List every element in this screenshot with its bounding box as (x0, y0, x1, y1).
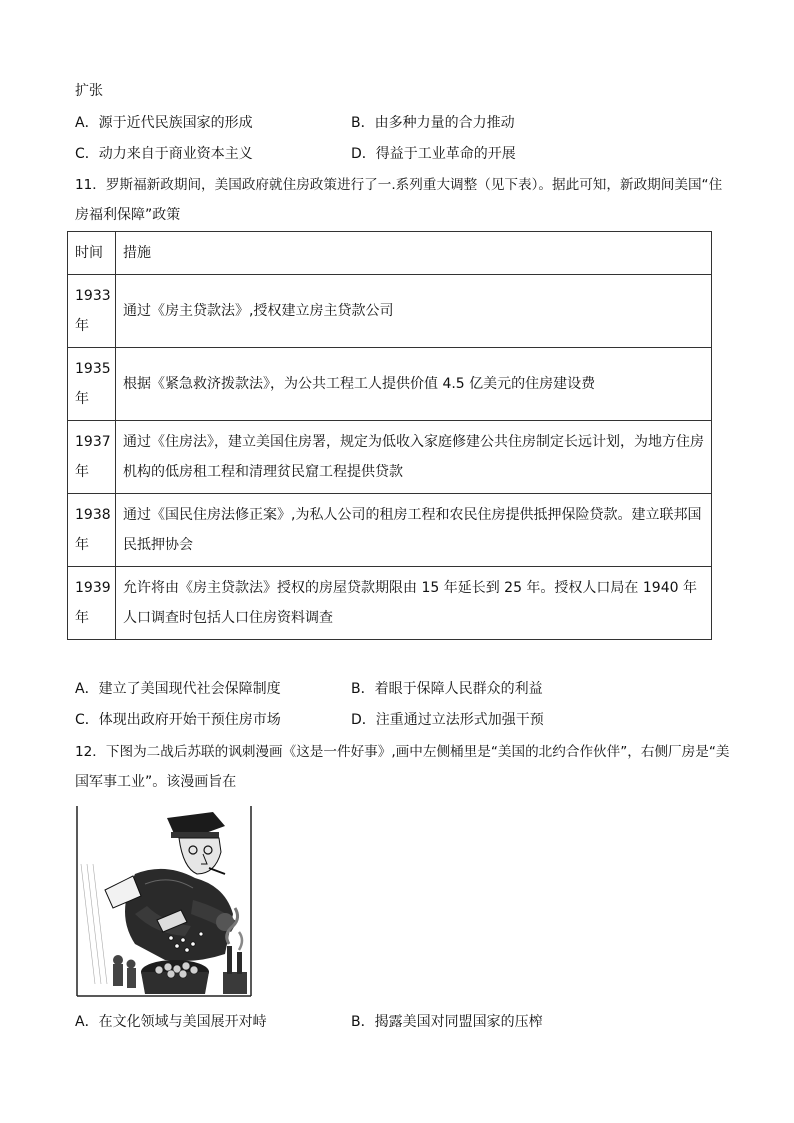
option-letter: A． (75, 1014, 99, 1030)
year-cell (68, 494, 116, 567)
option-text: 着眼于保障人民群众的利益 (374, 681, 543, 697)
option-text: 得益于工业革命的开展 (375, 146, 516, 162)
option-text: 源于近代民族国家的形成 (98, 115, 253, 131)
header-time: 时间 (68, 232, 116, 275)
measure-cell: 通过《房主贷款法》,授权建立房主贷款公司 (116, 275, 712, 348)
option-letter: C． (75, 146, 99, 162)
year-suffix: 年 (75, 464, 89, 480)
year-cell (68, 275, 116, 348)
option-text: 体现出政府开始干预住房市场 (98, 712, 281, 728)
option-letter: A． (75, 681, 99, 697)
prev-question-continuation: 扩张 (75, 83, 103, 99)
year-cell (68, 348, 116, 421)
year-suffix: 年 (75, 318, 89, 334)
option-letter: A． (75, 115, 99, 131)
q12-stem-line-2: 国军事工业”。该漫画旨在 (75, 774, 237, 790)
option-letter: B． (351, 115, 375, 131)
table-row (68, 567, 712, 640)
year: 1933 (75, 288, 111, 304)
year: 1937 (75, 434, 111, 450)
q11-option-d (351, 710, 544, 730)
q11-stem-line-1: 11．罗斯福新政期间，美国政府就住房政策进行了一.系列重大调整（见下表）。据此可知，新政期间美国“住 (75, 177, 723, 193)
table-row (68, 421, 712, 494)
option-text: 揭露美国对同盟国家的压榨 (374, 1014, 543, 1030)
year-suffix: 年 (75, 537, 89, 553)
prev-option-b (351, 113, 515, 133)
option-text: 动力来自于商业资本主义 (98, 146, 253, 162)
q12-option-a (75, 1012, 267, 1032)
year-cell (68, 421, 116, 494)
year: 1938 (75, 507, 111, 523)
year-suffix: 年 (75, 391, 89, 407)
q11-option-b (351, 679, 543, 699)
prev-option-c (75, 144, 253, 164)
q12-option-b (351, 1012, 543, 1032)
year: 1935 (75, 361, 111, 377)
year-cell (68, 567, 116, 640)
option-letter: D． (351, 146, 376, 162)
table-row (68, 348, 712, 421)
option-text: 注重通过立法形式加强干预 (375, 712, 544, 728)
option-text: 在文化领域与美国展开对峙 (98, 1014, 267, 1030)
measure-cell: 通过《住房法》，建立美国住房署，规定为低收入家庭修建公共住房制定长远计划，为地方住房机构的低房租工程和清理贫民窟工程提供贷款 (116, 421, 712, 494)
measure-cell: 允许将由《房主贷款法》授权的房屋贷款期限由 15 年延长到 25 年。授权人口局在 1940 年人口调查时包括人口住房资料调查 (116, 567, 712, 640)
q11-stem-line-2: 房福利保障”政策 (75, 207, 181, 223)
soviet-cartoon-image (75, 804, 253, 998)
option-text: 建立了美国现代社会保障制度 (98, 681, 281, 697)
prev-option-a (75, 113, 253, 133)
q12-stem-line-1: 12．下图为二战后苏联的讽刺漫画《这是一件好事》,画中左侧桶里是“美国的北约合作伙伴”，右侧厂房是“美 (75, 744, 730, 760)
table-header-row (68, 232, 712, 275)
prev-option-d (351, 144, 516, 164)
table-row (68, 275, 712, 348)
q11-option-a (75, 679, 281, 699)
option-letter: D． (351, 712, 376, 728)
table-row (68, 494, 712, 567)
measure-cell: 通过《国民住房法修正案》,为私人公司的租房工程和农民住房提供抵押保险贷款。建立联邦国民抵押协会 (116, 494, 712, 567)
header-measure: 措施 (116, 232, 712, 275)
option-letter: C． (75, 712, 99, 728)
option-letter: B． (351, 681, 375, 697)
measure-cell: 根据《紧急救济拨款法》，为公共工程工人提供价值 4.5 亿美元的住房建设费 (116, 348, 712, 421)
year: 1939 (75, 580, 111, 596)
housing-policy-table (67, 231, 712, 640)
q11-option-c (75, 710, 281, 730)
year-suffix: 年 (75, 610, 89, 626)
option-letter: B． (351, 1014, 375, 1030)
option-text: 由多种力量的合力推动 (374, 115, 515, 131)
